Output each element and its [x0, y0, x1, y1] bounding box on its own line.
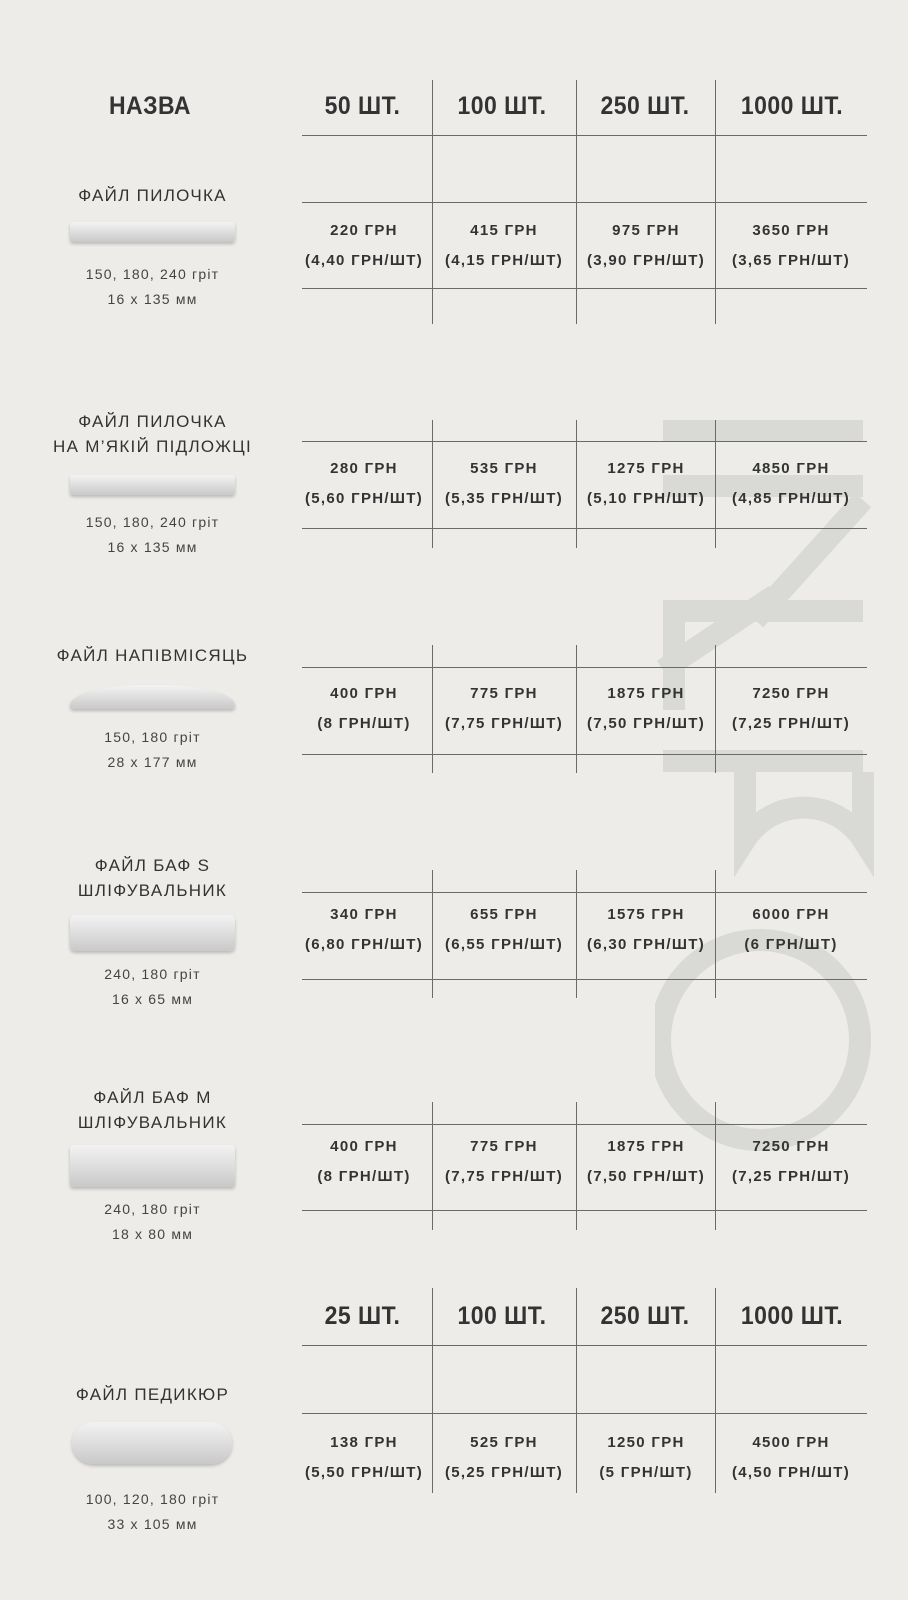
- column-header-qty-2: 100 ШТ.: [457, 92, 547, 120]
- price-cell: 4850 ГРН (4,85 ГРН/ШТ): [732, 460, 850, 507]
- price-cell: 655 ГРН (6,55 ГРН/ШТ): [445, 906, 563, 953]
- price-cell: 3650 ГРН (3,65 ГРН/ШТ): [732, 222, 850, 269]
- grid-line: [302, 441, 867, 442]
- product-name: ФАЙЛ ПИЛОЧКА: [78, 186, 227, 205]
- grid-line: [576, 1288, 577, 1493]
- product-size: 16 x 135 мм: [107, 539, 198, 555]
- product-size: 16 x 135 мм: [107, 291, 198, 307]
- price-cell: 7250 ГРН (7,25 ГРН/ШТ): [732, 685, 850, 732]
- product-grit: 100, 120, 180 гріт: [85, 1491, 220, 1507]
- grid-line: [302, 1124, 867, 1125]
- nail-file-image: [70, 475, 235, 495]
- price-cell: 220 ГРН (4,40 ГРН/ШТ): [305, 222, 423, 269]
- product-specs: [30, 1197, 275, 1247]
- grid-line: [302, 892, 867, 893]
- price-cell: 1875 ГРН (7,50 ГРН/ШТ): [587, 1138, 705, 1185]
- product-grit: 150, 180, 240 гріт: [85, 514, 220, 530]
- product-grit: 150, 180 гріт: [104, 729, 201, 745]
- price-cell: 138 ГРН (5,50 ГРН/ШТ): [305, 1434, 423, 1481]
- product-name: ФАЙЛ ПЕДИКЮР: [75, 1385, 230, 1404]
- price-cell: 1575 ГРН (6,30 ГРН/ШТ): [587, 906, 705, 953]
- price-cell: 1250 ГРН (5 ГРН/ШТ): [599, 1434, 693, 1481]
- grid-line: [302, 979, 867, 980]
- product-size: 28 x 177 мм: [107, 754, 198, 770]
- product-name: ФАЙЛ БАФ М ШЛІФУВАЛЬНИК: [77, 1088, 228, 1132]
- grid-line: [302, 1345, 867, 1346]
- grid-line: [302, 754, 867, 755]
- price-cell: 415 ГРН (4,15 ГРН/ШТ): [445, 222, 563, 269]
- grid-line: [302, 288, 867, 289]
- price-cell: 775 ГРН (7,75 ГРН/ШТ): [445, 685, 563, 732]
- column-header-qty-3: 250 ШТ.: [600, 1302, 690, 1330]
- grid-line: [302, 667, 867, 668]
- nail-file-image: [70, 1145, 235, 1187]
- price-cell: 6000 ГРН (6 ГРН/ШТ): [744, 906, 838, 953]
- grid-line: [432, 1288, 433, 1493]
- price-cell: 280 ГРН (5,60 ГРН/ШТ): [305, 460, 423, 507]
- grid-line: [302, 528, 867, 529]
- price-cell: 340 ГРН (6,80 ГРН/ШТ): [305, 906, 423, 953]
- price-cell: 1275 ГРН (5,10 ГРН/ШТ): [587, 460, 705, 507]
- nail-file-image: [72, 1422, 232, 1464]
- column-header-qty-1: 25 ШТ.: [324, 1302, 401, 1330]
- price-cell: 7250 ГРН (7,25 ГРН/ШТ): [732, 1138, 850, 1185]
- price-cell: 525 ГРН (5,25 ГРН/ШТ): [445, 1434, 563, 1481]
- column-header-qty-4: 1000 ШТ.: [740, 1302, 844, 1330]
- product-specs: [30, 1487, 275, 1537]
- product-size: 33 x 105 мм: [107, 1516, 198, 1532]
- column-header-qty-1: 50 ШТ.: [324, 92, 401, 120]
- product-grit: 240, 180 гріт: [104, 966, 201, 982]
- price-cell: 4500 ГРН (4,50 ГРН/ШТ): [732, 1434, 850, 1481]
- column-header-qty-3: 250 ШТ.: [600, 92, 690, 120]
- nail-file-image: [70, 685, 235, 709]
- product-name: ФАЙЛ НАПІВМІСЯЦЬ: [56, 646, 249, 665]
- price-cell: 400 ГРН (8 ГРН/ШТ): [317, 685, 411, 732]
- price-cell: 400 ГРН (8 ГРН/ШТ): [317, 1138, 411, 1185]
- price-cell: 775 ГРН (7,75 ГРН/ШТ): [445, 1138, 563, 1185]
- product-size: 16 x 65 мм: [111, 991, 194, 1007]
- grid-line: [302, 1210, 867, 1211]
- column-header-name: НАЗВА: [108, 92, 191, 120]
- column-header-qty-4: 1000 ШТ.: [740, 92, 844, 120]
- product-grit: 150, 180, 240 гріт: [85, 266, 220, 282]
- product-specs: [30, 510, 275, 560]
- grid-line: [302, 1413, 867, 1414]
- price-cell: 1875 ГРН (7,50 ГРН/ШТ): [587, 685, 705, 732]
- product-specs: [30, 725, 275, 775]
- nail-file-image: [70, 915, 235, 951]
- column-header-qty-2: 100 ШТ.: [457, 1302, 547, 1330]
- product-name: ФАЙЛ ПИЛОЧКА НА М’ЯКІЙ ПІДЛОЖЦІ: [53, 412, 252, 456]
- brand-watermark: [655, 420, 885, 1180]
- product-grit: 240, 180 гріт: [104, 1201, 201, 1217]
- nail-file-image: [70, 222, 235, 242]
- product-specs: [30, 962, 275, 1012]
- price-cell: 975 ГРН (3,90 ГРН/ШТ): [587, 222, 705, 269]
- price-cell: 535 ГРН (5,35 ГРН/ШТ): [445, 460, 563, 507]
- product-name: ФАЙЛ БАФ S ШЛІФУВАЛЬНИК: [77, 856, 228, 900]
- product-specs: [30, 262, 275, 312]
- product-size: 18 x 80 мм: [111, 1226, 194, 1242]
- grid-line: [302, 135, 867, 136]
- grid-line: [302, 202, 867, 203]
